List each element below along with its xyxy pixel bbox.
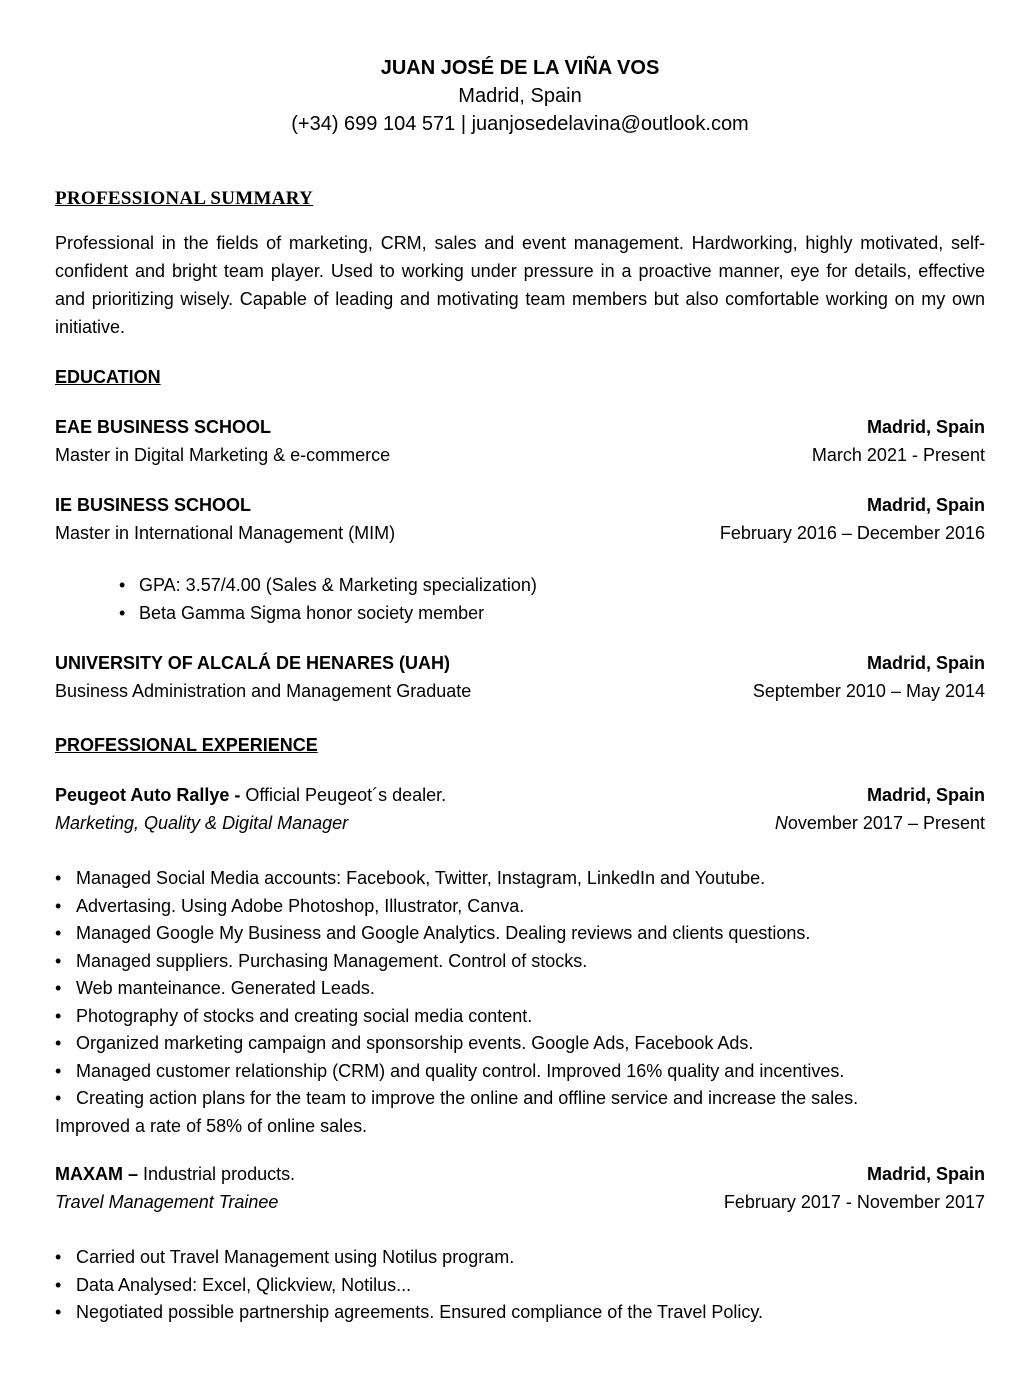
bullet-text: Managed customer relationship (CRM) and quality control. Improved 16% quality and incentives. (76, 1060, 845, 1081)
bullet-text: Advertasing. Using Adobe Photoshop, Illustrator, Canva. (76, 895, 525, 916)
education-bullet (119, 599, 985, 627)
experience-bullet (55, 1244, 985, 1272)
experience-entry-bottom-row (55, 1188, 985, 1216)
candidate-contact: (+34) 699 104 571 | juanjosedelavina@outlook.com (291, 113, 749, 135)
summary-text: Professional in the fields of marketing, CRM, sales and event management. Hardworking, highly motivated, self-confident and bright team player. Used to working under pressure in a proactive manner, eye for details, effective and prioritizing wisely. Capable of leading and motivating team members but also comfortable working on my own initiative. (55, 233, 985, 337)
bullet-icon: • (119, 603, 126, 623)
bullet-icon: • (55, 868, 62, 888)
company-name: MAXAM – (55, 1164, 139, 1184)
experience-entry (55, 1160, 985, 1327)
experience-bullet (55, 1003, 985, 1031)
entry-location: Madrid, Spain (866, 417, 985, 437)
education-entry-bottom-row (55, 677, 985, 705)
education-entries (55, 413, 985, 705)
bullet-text: Creating action plans for the team to improve the online and offline service and increase the sales. (76, 1088, 859, 1108)
bullet-text: GPA: 3.57/4.00 (Sales & Marketing specialization) (139, 575, 537, 595)
experience-section (55, 731, 985, 759)
experience-entry-bottom-row (55, 809, 985, 837)
school-name: IE BUSINESS SCHOOL (55, 495, 252, 515)
experience-bullet (55, 1085, 985, 1113)
bullet-text: Managed Google My Business and Google Analytics. Dealing reviews and clients questions. (76, 923, 811, 943)
entry-location: Madrid, Spain (866, 785, 985, 805)
bullet-icon: • (55, 950, 62, 971)
experience-bullet (55, 1299, 985, 1327)
bullet-icon: • (55, 1247, 62, 1267)
bullet-text: Negotiated possible partnership agreements. Ensured compliance of the Travel Policy. (76, 1302, 764, 1322)
bullet-icon: • (55, 1033, 62, 1053)
education-entry-bottom-row (55, 519, 985, 547)
summary-section (55, 184, 985, 213)
experience-entries (55, 781, 985, 1327)
company-name: Peugeot Auto Rallye - (55, 785, 241, 805)
experience-bullet (55, 1113, 985, 1141)
company-line (55, 781, 867, 809)
entry-dates: November 2017 – Present (774, 813, 985, 833)
bullet-icon: • (55, 1302, 62, 1322)
education-entry-top-row (55, 491, 985, 519)
experience-entry-top-row (55, 1160, 985, 1188)
education-bullet (119, 571, 985, 599)
candidate-name: JUAN JOSÉ DE LA VIÑA VOS (380, 57, 660, 79)
entry-location: Madrid, Spain (866, 1164, 985, 1184)
bullet-icon: • (55, 1088, 62, 1108)
bullet-text: Organized marketing campaign and sponsorship events. Google Ads, Facebook Ads. (76, 1033, 754, 1053)
experience-bullet (55, 1058, 985, 1086)
education-entry-bottom-row (55, 441, 985, 469)
company-description: Official Peugeot´s dealer. (240, 785, 447, 805)
bullet-text: Web manteinance. Generated Leads. (76, 978, 375, 998)
entry-dates: February 2016 – December 2016 (719, 523, 985, 543)
bullet-text: Beta Gamma Sigma honor society member (139, 603, 485, 623)
degree-title: Business Administration and Management Graduate (55, 681, 472, 701)
experience-heading: PROFESSIONAL EXPERIENCE (55, 735, 318, 755)
education-entry-top-row (55, 649, 985, 677)
entry-location: Madrid, Spain (866, 495, 985, 515)
company-description: Industrial products. (138, 1164, 296, 1184)
bullet-text: Carried out Travel Management using Notilus program. (76, 1247, 515, 1267)
role-title: Travel Management Trainee (55, 1192, 279, 1212)
bullet-text: Data Analysed: Excel, Qlickview, Notilus... (76, 1274, 412, 1295)
experience-entry (55, 781, 985, 1140)
company-line (55, 1160, 867, 1188)
header (55, 54, 985, 138)
experience-bullet (55, 1272, 985, 1300)
experience-bullet-list (55, 865, 985, 1140)
role-title: Marketing, Quality & Digital Manager (55, 813, 349, 833)
school-name: UNIVERSITY OF ALCALÁ DE HENARES (UAH) (55, 653, 451, 673)
experience-bullet (55, 948, 985, 976)
bullet-text: Managed suppliers. Purchasing Management. Control of stocks. (76, 950, 588, 971)
education-bullet-list (55, 571, 985, 627)
bullet-text: Improved a rate of 58% of online sales. (55, 1115, 368, 1136)
experience-bullet (55, 893, 985, 921)
experience-bullet (55, 865, 985, 893)
entry-dates: March 2021 - Present (811, 445, 985, 465)
education-entry (55, 413, 985, 469)
entry-dates: February 2017 - November 2017 (723, 1192, 985, 1212)
bullet-icon: • (55, 1274, 62, 1295)
school-name: EAE BUSINESS SCHOOL (55, 417, 272, 437)
bullet-text: Managed Social Media accounts: Facebook, Twitter, Instagram, LinkedIn and Youtube. (76, 868, 766, 888)
experience-entry-top-row (55, 781, 985, 809)
education-section (55, 363, 985, 391)
entry-dates: September 2010 – May 2014 (752, 681, 985, 701)
education-entry (55, 491, 985, 627)
education-entry (55, 649, 985, 705)
experience-bullet (55, 1030, 985, 1058)
bullet-icon: • (55, 1060, 62, 1081)
bullet-icon: • (55, 923, 62, 943)
experience-bullet-list (55, 1244, 985, 1327)
summary-heading: PROFESSIONAL SUMMARY (55, 188, 314, 209)
degree-title: Master in Digital Marketing & e-commerce (55, 445, 391, 465)
education-heading: EDUCATION (55, 367, 161, 387)
experience-bullet (55, 975, 985, 1003)
bullet-icon: • (55, 895, 62, 916)
candidate-location: Madrid, Spain (458, 85, 582, 107)
bullet-icon: • (119, 575, 126, 595)
bullet-icon: • (55, 978, 62, 998)
degree-title: Master in International Management (MIM) (55, 523, 396, 543)
bullet-icon: • (55, 1005, 62, 1026)
entry-location: Madrid, Spain (866, 653, 985, 673)
experience-bullet (55, 920, 985, 948)
education-entry-top-row (55, 413, 985, 441)
bullet-text: Photography of stocks and creating social media content. (76, 1005, 533, 1026)
